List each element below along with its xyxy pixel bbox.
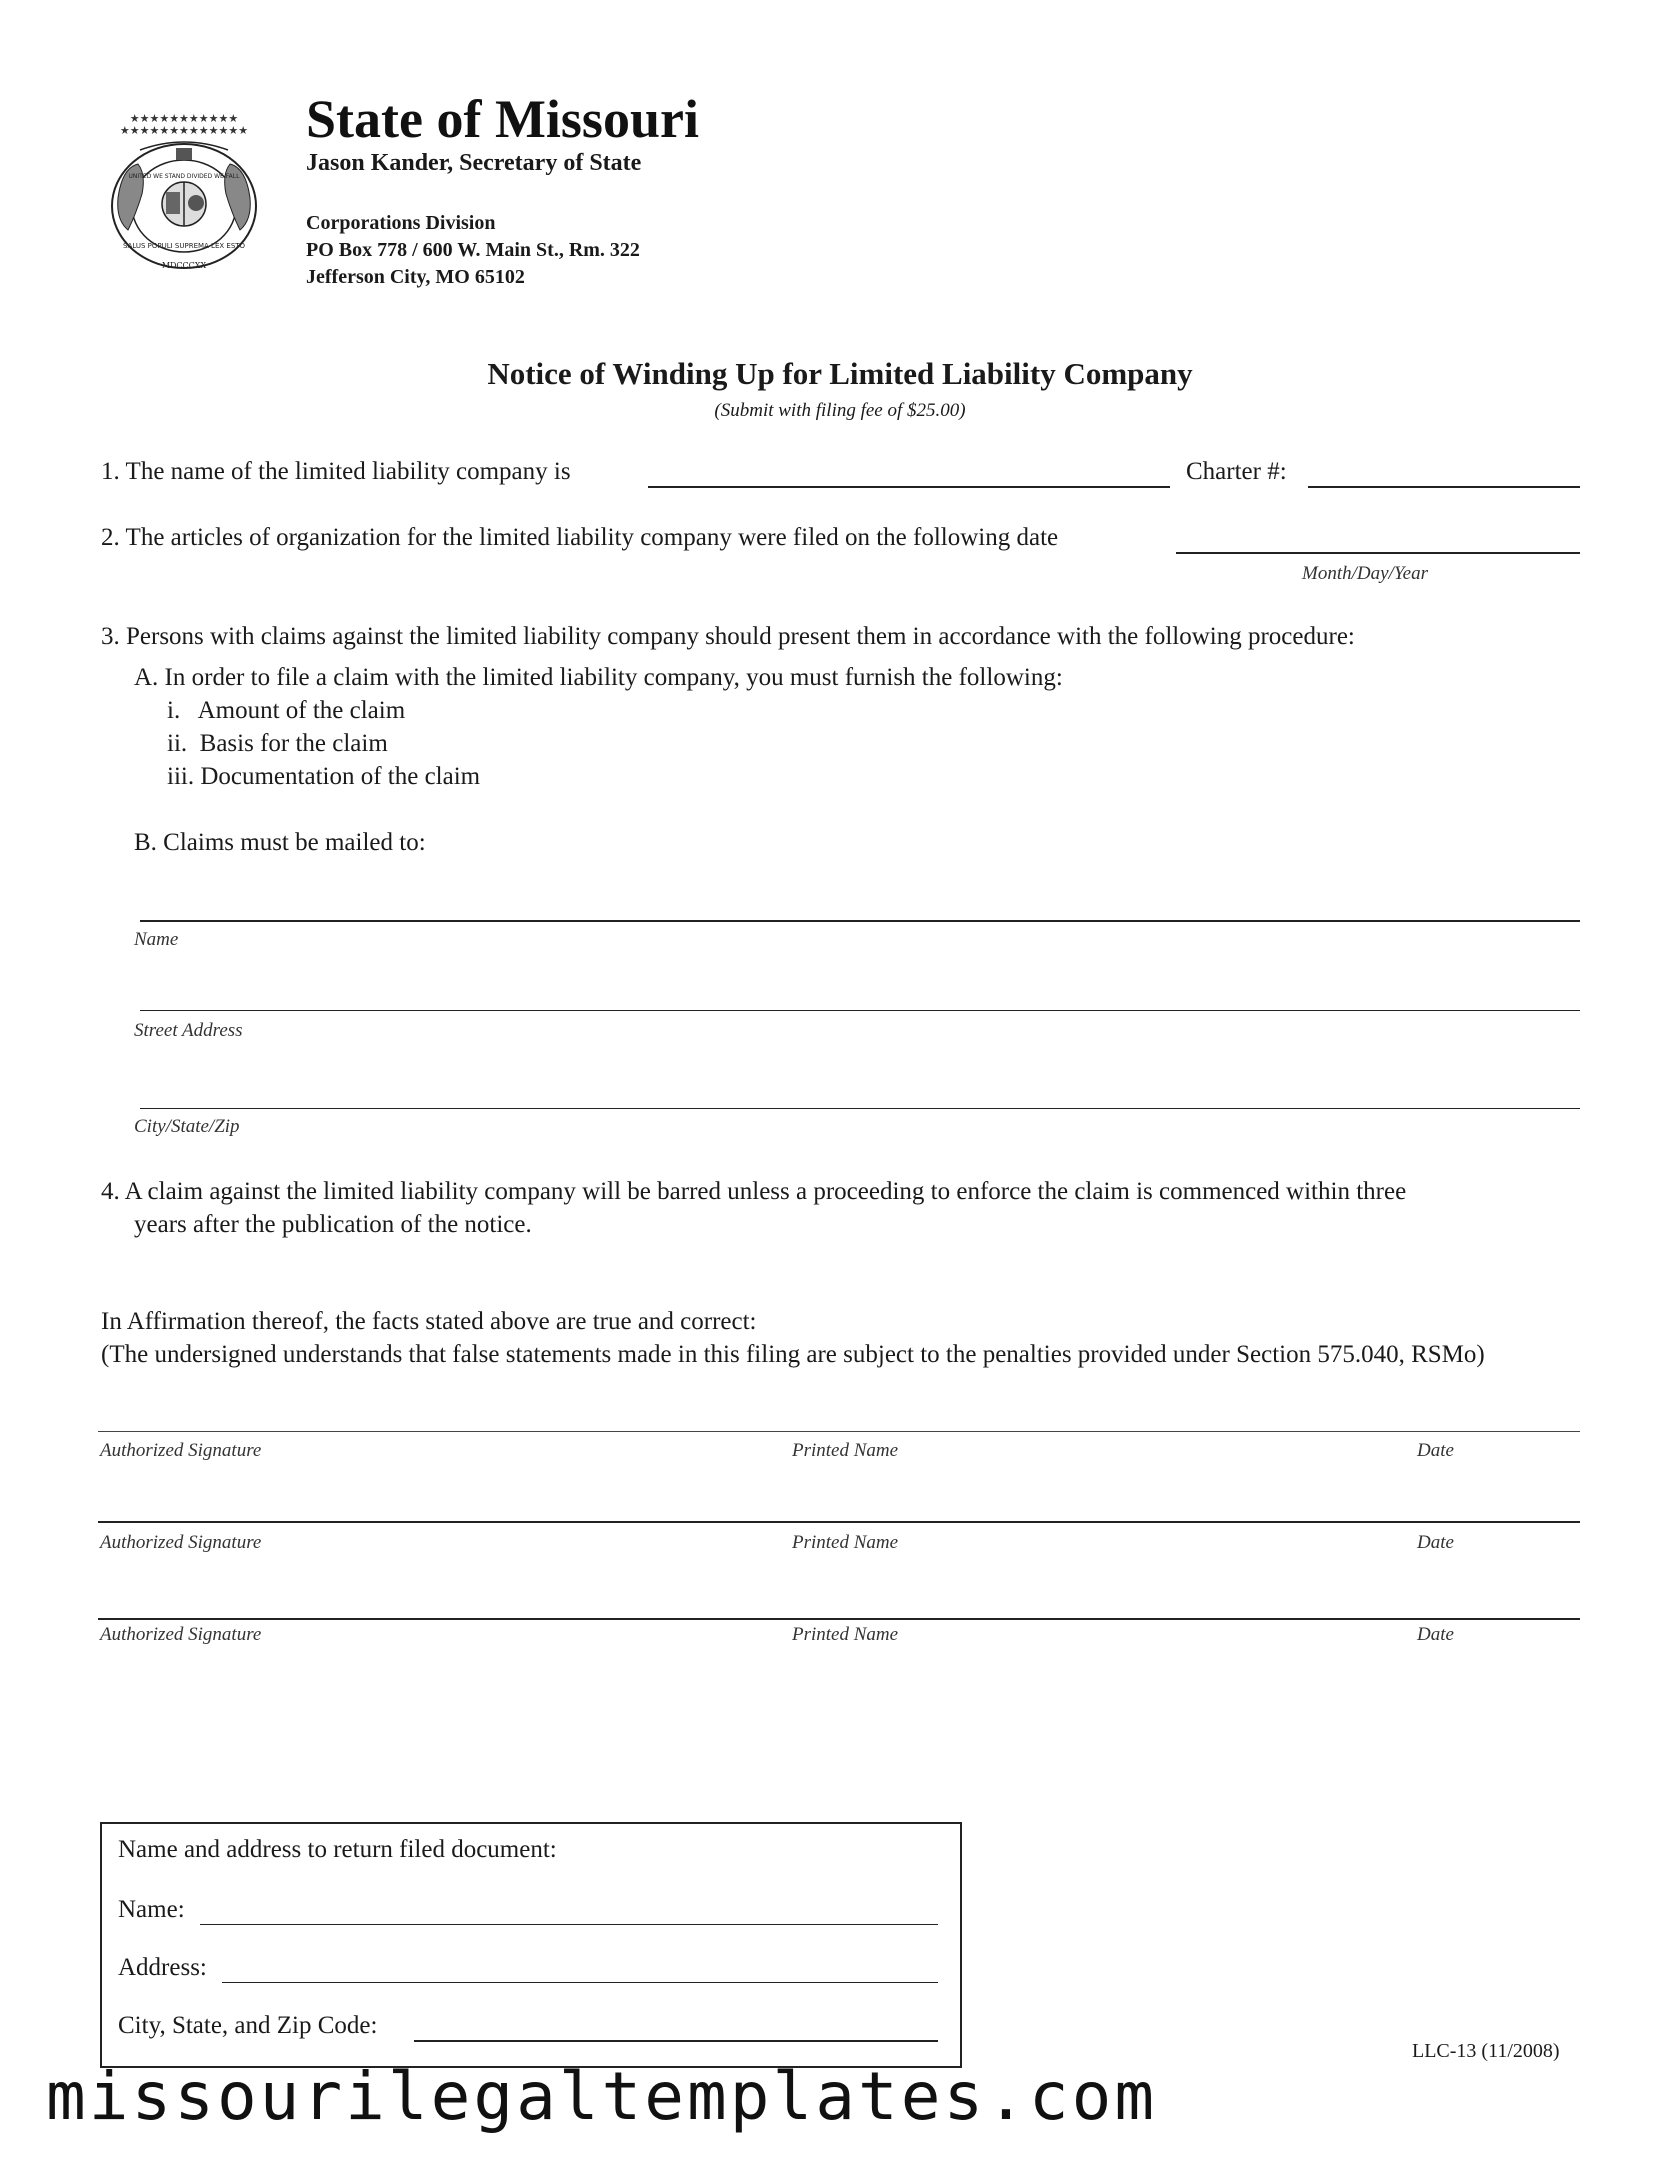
division-address-line2: Jefferson City, MO 65102	[306, 266, 525, 288]
division-address-line1: PO Box 778 / 600 W. Main St., Rm. 322	[306, 239, 640, 261]
watermark: missourilegaltemplates.com	[46, 2058, 1158, 2135]
claims-city-field[interactable]	[140, 1082, 1580, 1109]
company-name-field[interactable]	[648, 460, 1170, 488]
signature-row[interactable]	[98, 1431, 1580, 1432]
affirmation-statement: In Affirmation thereof, the facts stated above are true and correct:	[101, 1308, 757, 1335]
claims-name-caption: Name	[134, 929, 179, 950]
claims-street-caption: Street Address	[134, 1020, 243, 1041]
affirmation-penalty-note: (The undersigned understands that false statements made in this filing are subject to the penalties provided under Section 575.040, RSMo)	[101, 1341, 1485, 1368]
svg-text:SALUS POPULI SUPREMA LEX ESTO: SALUS POPULI SUPREMA LEX ESTO	[122, 242, 246, 250]
item-3a-i: i. Amount of the claim	[167, 697, 406, 724]
date-label: Date	[1417, 1532, 1454, 1553]
signature-row[interactable]	[98, 1618, 1580, 1620]
return-name-label: Name:	[118, 1896, 185, 1923]
charter-number-field[interactable]	[1308, 460, 1580, 488]
filing-date-field[interactable]	[1176, 526, 1580, 554]
printed-name-label: Printed Name	[792, 1532, 899, 1553]
secretary-of-state: Jason Kander, Secretary of State	[306, 150, 642, 176]
printed-name-label: Printed Name	[792, 1624, 899, 1645]
svg-text:★★★★★★★★★★★★★: ★★★★★★★★★★★★★	[119, 124, 249, 137]
division-name: Corporations Division	[306, 212, 496, 234]
return-address-field[interactable]	[222, 1956, 938, 1983]
item-3a-iii: iii. Documentation of the claim	[167, 763, 481, 790]
item-3-label: 3. Persons with claims against the limited liability company should present them in accordance with the following procedure:	[101, 623, 1355, 650]
item-2-label: 2. The articles of organization for the limited liability company were filed on the following date	[101, 524, 1059, 551]
item-3a-label: A. In order to file a claim with the limited liability company, you must furnish the following:	[134, 664, 1063, 691]
claims-street-field[interactable]	[140, 984, 1580, 1011]
svg-text:UNITED WE STAND DIVIDED WE FAL: UNITED WE STAND DIVIDED WE FALL	[128, 173, 240, 180]
printed-name-label: Printed Name	[792, 1440, 899, 1461]
item-1-label: 1. The name of the limited liability company is	[101, 458, 571, 485]
return-name-field[interactable]	[200, 1898, 938, 1925]
item-3b-label: B. Claims must be mailed to:	[134, 829, 426, 856]
authorized-signature-label: Authorized Signature	[100, 1532, 262, 1553]
return-city-field[interactable]	[414, 2014, 938, 2042]
item-4-line1: 4. A claim against the limited liability company will be barred unless a proceeding to enforce the claim is commenced within three	[101, 1178, 1407, 1205]
item-3a-ii: ii. Basis for the claim	[167, 730, 388, 757]
date-label: Date	[1417, 1440, 1454, 1461]
state-title: State of Missouri	[306, 89, 699, 149]
claims-city-caption: City/State/Zip	[134, 1116, 240, 1137]
svg-text:MDCCCXX: MDCCCXX	[161, 261, 207, 270]
authorized-signature-label: Authorized Signature	[100, 1624, 262, 1645]
return-city-label: City, State, and Zip Code:	[118, 2012, 378, 2039]
fee-note: (Submit with filing fee of $25.00)	[714, 400, 966, 421]
date-label: Date	[1417, 1624, 1454, 1645]
charter-label: Charter #:	[1186, 458, 1287, 485]
item-4-line2: years after the publication of the notice.	[134, 1211, 532, 1238]
form-number: LLC-13 (11/2008)	[1412, 2040, 1560, 2062]
return-address-box	[100, 1822, 962, 2068]
date-format-caption: Month/Day/Year	[1302, 563, 1428, 584]
return-box-heading: Name and address to return filed document:	[118, 1836, 557, 1863]
seal-icon	[104, 108, 264, 278]
claims-name-field[interactable]	[140, 894, 1580, 922]
signature-row[interactable]	[98, 1521, 1580, 1523]
state-seal	[104, 108, 264, 278]
authorized-signature-label: Authorized Signature	[100, 1440, 262, 1461]
form-title: Notice of Winding Up for Limited Liability Company	[487, 356, 1193, 391]
return-address-label: Address:	[118, 1954, 207, 1981]
svg-text:★★★★★★★★★★★: ★★★★★★★★★★★	[129, 112, 239, 125]
